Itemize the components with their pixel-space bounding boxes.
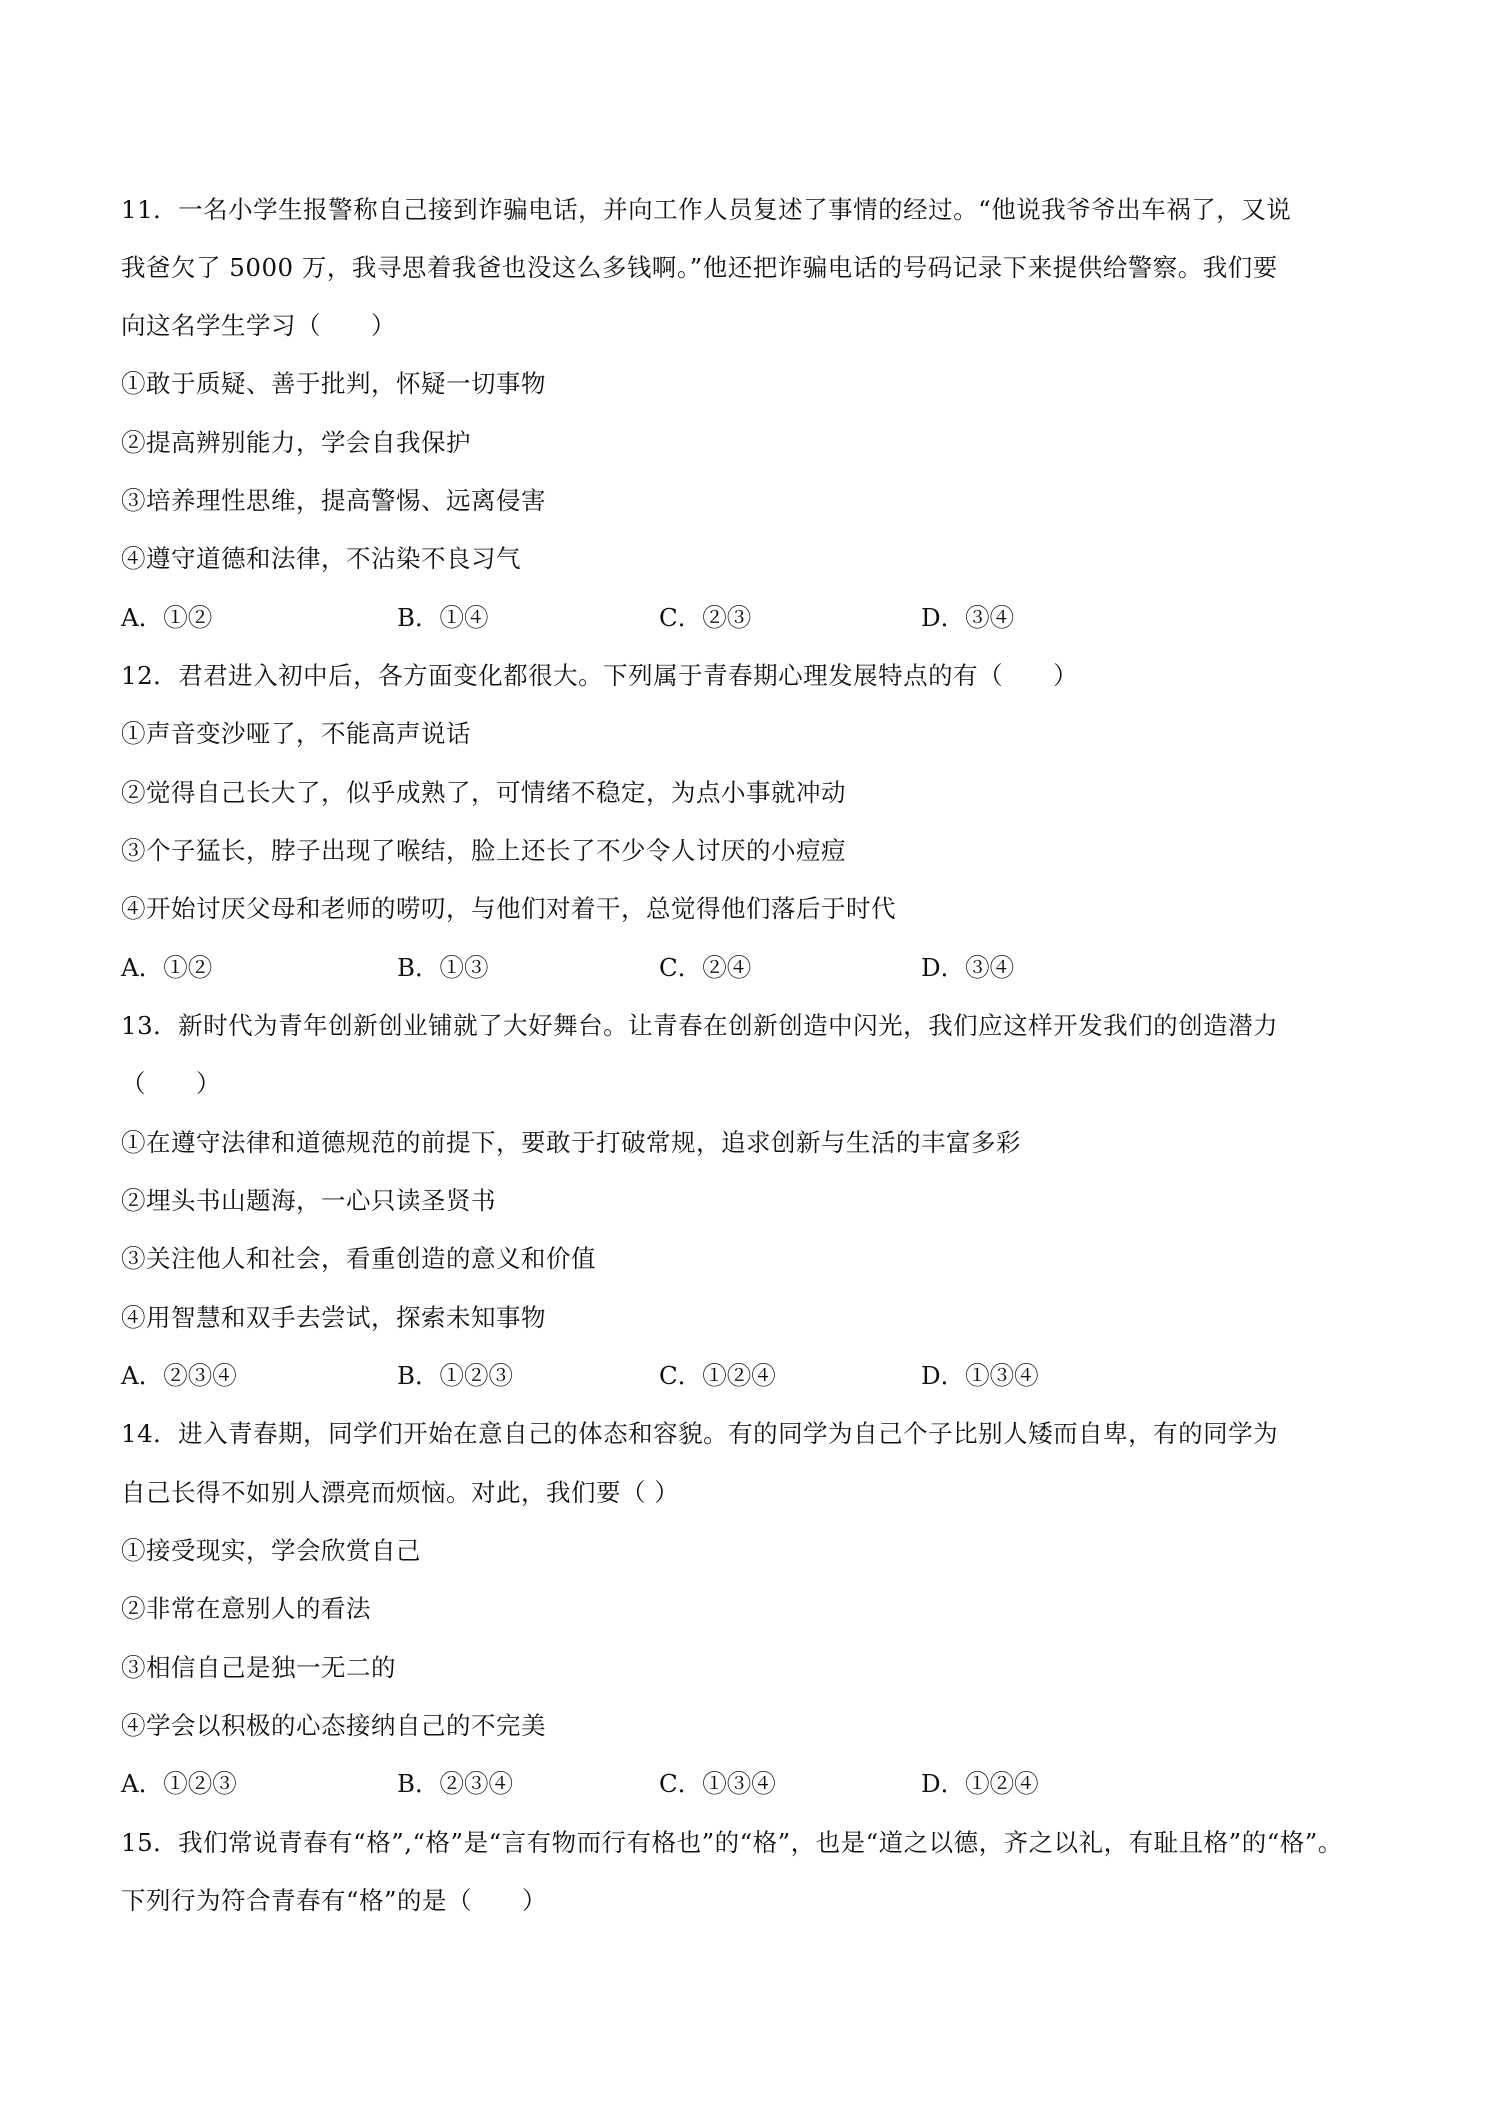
- question-12-item-4: ④开始讨厌父母和老师的唠叨，与他们对着干，总觉得他们落后于时代: [121, 894, 896, 923]
- choice-c: C．②④: [659, 953, 752, 982]
- question-13-item-3: ③关注他人和社会，看重创造的意义和价值: [121, 1244, 596, 1273]
- question-12-stem-line-1: 12．君君进入初中后，各方面变化都很大。下列属于青春期心理发展特点的有（ ）: [121, 661, 1079, 690]
- question-11-stem-line-3: 向这名学生学习（ ）: [121, 311, 396, 340]
- question-12-item-3: ③个子猛长，脖子出现了喉结，脸上还长了不少令人讨厌的小痘痘: [121, 836, 846, 865]
- question-14-item-2: ②非常在意别人的看法: [121, 1594, 371, 1623]
- choice-c: C．①③④: [659, 1769, 776, 1798]
- question-13-item-4: ④用智慧和双手去尝试，探索未知事物: [121, 1303, 546, 1332]
- choice-d: D．③④: [921, 953, 1015, 982]
- question-14-item-1: ①接受现实，学会欣赏自己: [121, 1536, 421, 1565]
- choice-d: D．①②④: [921, 1769, 1039, 1798]
- question-13-stem-line-1: 13．新时代为青年创新创业铺就了大好舞台。让青春在创新创造中闪光，我们应这样开发我们的创造潜力: [121, 1011, 1279, 1040]
- question-12-choices: [121, 951, 1421, 985]
- question-14-stem-line-2: 自己长得不如别人漂亮而烦恼。对此，我们要（ ）: [121, 1478, 680, 1507]
- choice-a: A．①②: [121, 603, 213, 632]
- choice-c: C．②③: [659, 603, 752, 632]
- question-12-item-1: ①声音变沙哑了，不能高声说话: [121, 719, 471, 748]
- choice-d: D．①③④: [921, 1361, 1039, 1390]
- question-14-stem-line-1: 14．进入青春期，同学们开始在意自己的体态和容貌。有的同学为自己个子比别人矮而自卑，有的同学为: [121, 1419, 1279, 1448]
- question-11-stem-line-2: 我爸欠了 5000 万，我寻思着我爸也没这么多钱啊。”他还把诈骗电话的号码记录下来提供给警察。我们要: [121, 253, 1278, 282]
- question-15-stem-line-1: 15．我们常说青春有“格”,“格”是“言有物而行有格也”的“格”，也是“道之以德，齐之以礼，有耻且格”的“格”。: [121, 1828, 1343, 1857]
- question-11-item-2: ②提高辨别能力，学会自我保护: [121, 428, 471, 457]
- choice-b: B．①②③: [397, 1361, 514, 1390]
- choice-b: B．①③: [397, 953, 489, 982]
- choice-a: A．①②③: [121, 1769, 237, 1798]
- question-13-item-1: ①在遵守法律和道德规范的前提下，要敢于打破常规，追求创新与生活的丰富多彩: [121, 1128, 1021, 1157]
- question-14-item-3: ③相信自己是独一无二的: [121, 1653, 396, 1682]
- question-11-stem-line-1: 11．一名小学生报警称自己接到诈骗电话，并向工作人员复述了事情的经过。“他说我爷爷出车祸了，又说: [121, 195, 1292, 224]
- question-14-choices: [121, 1767, 1421, 1801]
- question-11-item-3: ③培养理性思维，提高警惕、远离侵害: [121, 486, 546, 515]
- question-15-stem-line-2: 下列行为符合青春有“格”的是（ ）: [121, 1886, 548, 1915]
- question-11-choices: [121, 601, 1421, 635]
- choice-d: D．③④: [921, 603, 1015, 632]
- choice-c: C．①②④: [659, 1361, 776, 1390]
- question-11-item-1: ①敢于质疑、善于批判，怀疑一切事物: [121, 369, 546, 398]
- choice-a: A．①②: [121, 953, 213, 982]
- question-13-stem-line-2: （ ）: [121, 1069, 221, 1098]
- question-13-choices: [121, 1359, 1421, 1393]
- choice-b: B．②③④: [397, 1769, 514, 1798]
- question-13-item-2: ②埋头书山题海，一心只读圣贤书: [121, 1186, 496, 1215]
- choice-b: B．①④: [397, 603, 489, 632]
- choice-a: A．②③④: [121, 1361, 237, 1390]
- question-12-item-2: ②觉得自己长大了，似乎成熟了，可情绪不稳定，为点小事就冲动: [121, 778, 846, 807]
- question-11-item-4: ④遵守道德和法律，不沾染不良习气: [121, 544, 521, 573]
- question-14-item-4: ④学会以积极的心态接纳自己的不完美: [121, 1711, 546, 1740]
